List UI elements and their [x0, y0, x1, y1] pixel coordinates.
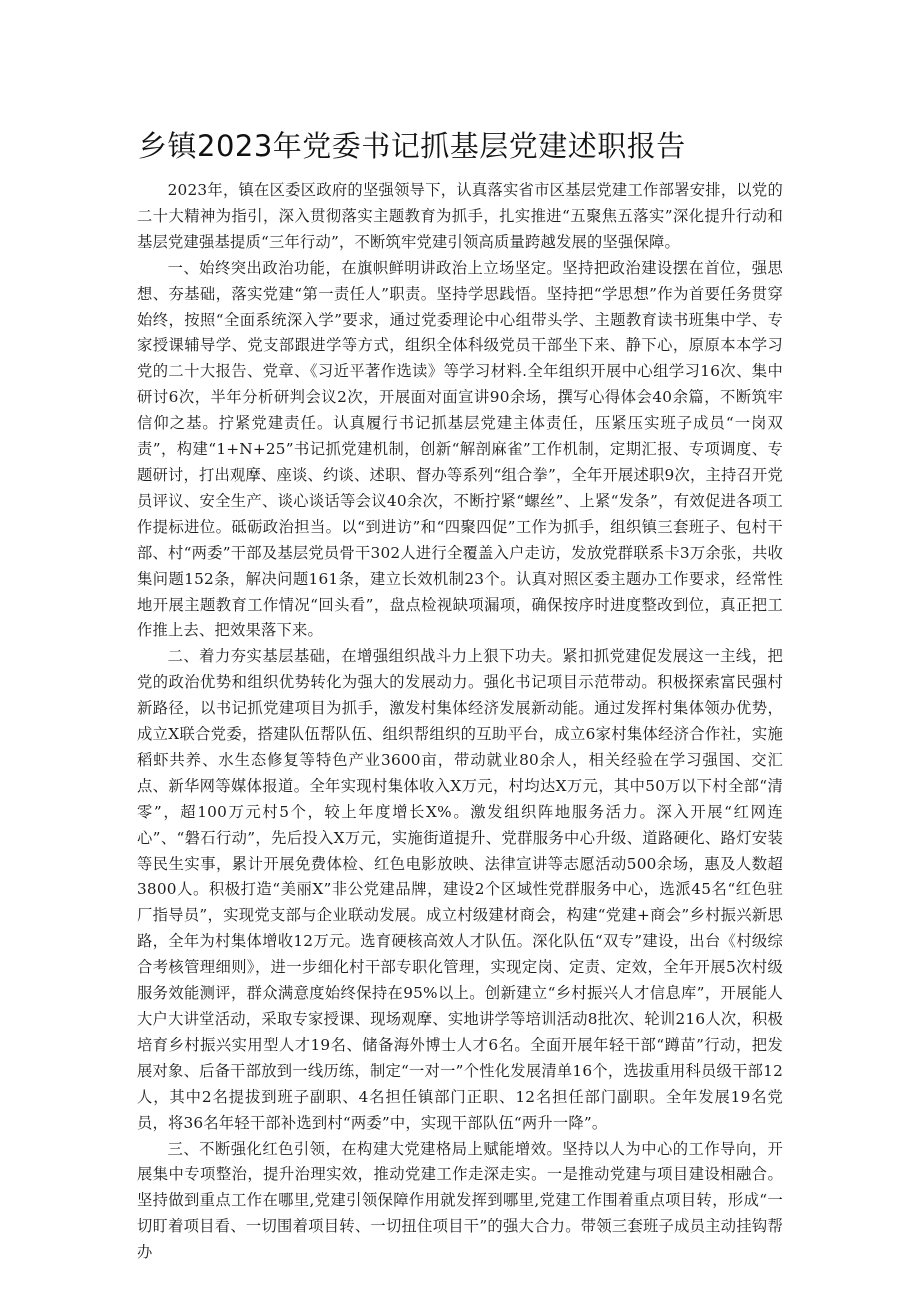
document-title: 乡镇2023年党委书记抓基层党建述职报告 [138, 129, 686, 163]
paragraph-section-2: 二、着力夯实基层基础，在增强组织战斗力上狠下功夫。紧扣抓党建促发展这一主线，把党的政治优势和组织优势转化为强大的发展动力。强化书记项目示范带动。积极探索富民强村新路径，以书记抓党建项目为抓手，激发村集体经济发展新动能。通过发挥村集体领办优势，成立X联合党委，搭建队伍帮队伍、组织帮组织的互助平台，成立6家村集体经济合作社，实施稻虾共养、水生态修复等特色产业3600亩，带动就业80余人，相关经验在学习强国、交汇点、新华网等媒体报道。全年实现村集体收入X万元，村均达X万元，其中50万以下村全部“清零”，超100万元村5个，较上年度增长X%。激发组织阵地服务活力。深入开展“红网连心”、“磐石行动”，先后投入X万元，实施街道提升、党群服务中心升级、道路硬化、路灯安装等民生实事，累计开展免费体检、红色电影放映、法律宣讲等志愿活动500余场，惠及人数超3800人。积极打造“美丽X”非公党建品牌，建设2个区域性党群服务中心，选派45名“红色驻厂指导员”，实现党支部与企业联动发展。成立村级建材商会，构建“党建+商会”乡村振兴新思路，全年为村集体增收12万元。选育硬核高效人才队伍。深化队伍“双专”建设，出台《村级综合考核管理细则》，进一步细化村干部专职化管理，实现定岗、定责、定效，全年开展5次村级服务效能测评，群众满意度始终保持在95%以上。创新建立“乡村振兴人才信息库”，开展能人大户大讲堂活动，采取专家授课、现场观摩、实地讲学等培训活动8批次、轮训216人次，积极培育乡村振兴实用型人才19名、储备海外博士人才6名。全面开展年轻干部“蹲苗”行动，把发展对象、后备干部放到一线历练，制定“一对一”个性化发展清单16个，选拔重用科员级干部12人，其中2名提拔到班子副职、4名担任镇部门正职、12名担任部门副职。全年发展19名党员，将36名年轻干部补选到村“两委”中，实现干部队伍“两升一降”。 [137, 647, 783, 1132]
paragraph-intro: 2023年，镇在区委区政府的坚强领导下，认真落实省市区基层党建工作部署安排，以党的二十大精神为指引，深入贯彻落实主题教育为抓手，扎实推进“五聚焦五落实”深化提升行动和基层党建强基提质“三年行动”，不断筑牢党建引领高质量跨越发展的坚强保障。 [137, 181, 783, 251]
paragraph-section-3: 三、不断强化红色引领，在构建大党建格局上赋能增效。坚持以人为中心的工作导向，开展集中专项整治，提升治理实效，推动党建工作走深走实。一是推动党建与项目建设相融合。坚持做到重点工作在哪里,党建引领保障作用就发挥到哪里,党建工作围着重点项目转，形成“一切盯着项目看、一切围着项目转、一切扭住项目干”的强大合力。带领三套班子成员主动挂钩帮办 [137, 1139, 783, 1262]
document-body [137, 178, 783, 1266]
paragraph-section-1: 一、始终突出政治功能，在旗帜鲜明讲政治上立场坚定。坚持把政治建设摆在首位，强思想、夯基础，落实党建“第一责任人”职责。坚持学思践悟。坚持把“学思想”作为首要任务贯穿始终，按照“全面系统深入学”要求，通过党委理论中心组带头学、主题教育读书班集中学、专家授课辅导学、党支部跟进学等方式，组织全体科级党员干部坐下来、静下心，原原本本学习党的二十大报告、党章、《习近平著作选读》等学习材料.全年组织开展中心组学习16次、集中研讨6次，半年分析研判会议2次，开展面对面宣讲90余场，撰写心得体会40余篇，不断筑牢信仰之基。拧紧党建责任。认真履行书记抓基层党建主体责任，压紧压实班子成员“一岗双责”，构建“1+N+25”书记抓党建机制，创新“解剖麻雀”工作机制，定期汇报、专项调度、专题研讨，打出观摩、座谈、约谈、述职、督办等系列“组合拳”，全年开展述职9次，主持召开党员评议、安全生产、谈心谈话等会议40余次，不断拧紧“螺丝”、上紧“发条”，有效促进各项工作提标进位。砥砺政治担当。以“到进访”和“四聚四促”工作为抓手，组织镇三套班子、包村干部、村“两委”干部及基层党员骨干302人进行全覆盖入户走访，发放党群联系卡3万余张，共收集问题152条，解决问题161条，建立长效机制23个。认真对照区委主题办工作要求，经常性地开展主题教育工作情况“回头看”，盘点检视缺项漏项，确保按序时进度整改到位，真正把工作推上去、把效果落下来。 [137, 258, 783, 640]
